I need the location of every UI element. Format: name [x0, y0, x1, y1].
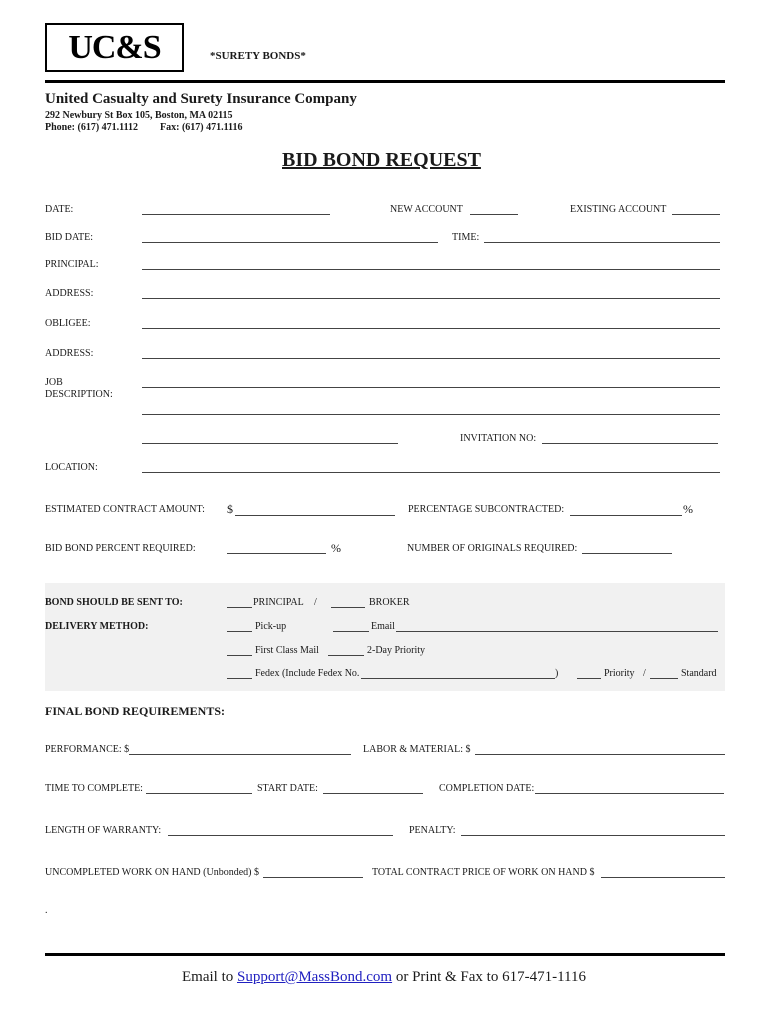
time-to-complete-label: TIME TO COMPLETE: [45, 783, 143, 794]
email-address-field[interactable] [396, 631, 718, 632]
company-phone: Phone: (617) 471.1112 [45, 122, 139, 133]
principal-option-field[interactable] [227, 607, 252, 608]
pickup-field[interactable] [227, 631, 252, 632]
page-title: BID BOND REQUEST [282, 149, 481, 171]
date-label: DATE: [45, 204, 74, 215]
performance-label: PERFORMANCE: $ [45, 744, 130, 755]
standard-field[interactable] [650, 678, 678, 679]
percent-sign-2: % [331, 541, 341, 555]
total-contract-price-field[interactable] [601, 877, 725, 878]
obligee-address-field[interactable] [142, 358, 720, 359]
performance-field[interactable] [129, 754, 351, 755]
completion-date-label: COMPLETION DATE: [439, 783, 535, 794]
percentage-subcontracted-label: PERCENTAGE SUBCONTRACTED: [408, 504, 565, 515]
completion-date-field[interactable] [535, 793, 724, 794]
job-description-label-2: DESCRIPTION: [45, 389, 113, 400]
percentage-subcontracted-field[interactable] [570, 515, 682, 516]
bond-sent-to-label: BOND SHOULD BE SENT TO: [45, 597, 183, 608]
number-of-originals-field[interactable] [582, 553, 672, 554]
penalty-field[interactable] [461, 835, 725, 836]
principal-label: PRINCIPAL: [45, 259, 99, 270]
time-label: TIME: [452, 232, 480, 243]
first-class-field[interactable] [227, 655, 252, 656]
priority-field[interactable] [577, 678, 601, 679]
company-name: United Casualty and Surety Insurance Company [45, 91, 357, 107]
priority-label: Priority [604, 668, 635, 679]
email-option-label: Email [371, 621, 395, 632]
logo-text: UC&S [68, 29, 161, 66]
uncompleted-work-label: UNCOMPLETED WORK ON HAND (Unbonded) $ [45, 867, 259, 878]
delivery-method-label: DELIVERY METHOD: [45, 621, 149, 632]
header-rule [45, 80, 725, 83]
principal-address-field[interactable] [142, 298, 720, 299]
two-day-field[interactable] [328, 655, 364, 656]
first-class-label: First Class Mail [255, 645, 319, 656]
percent-sign: % [683, 502, 693, 516]
company-fax: Fax: (617) 471.1116 [160, 122, 243, 133]
tagline: *SURETY BONDS* [210, 50, 306, 62]
fedex-close-paren: ) [555, 668, 559, 679]
bid-bond-percent-label: BID BOND PERCENT REQUIRED: [45, 543, 196, 554]
email-option-field[interactable] [333, 631, 369, 632]
location-label: LOCATION: [45, 462, 98, 473]
job-description-field-2[interactable] [142, 414, 720, 415]
footer-prefix: Email to [182, 969, 234, 985]
labor-material-label: LABOR & MATERIAL: $ [363, 744, 471, 755]
penalty-label: PENALTY: [409, 825, 456, 836]
bid-bond-percent-field[interactable] [227, 553, 326, 554]
fedex-number-field[interactable] [361, 678, 555, 679]
uncompleted-work-field[interactable] [263, 877, 363, 878]
bid-date-field[interactable] [142, 242, 438, 243]
time-field[interactable] [484, 242, 720, 243]
fedex-label: Fedex (Include Fedex No. [255, 668, 360, 679]
existing-account-label: EXISTING ACCOUNT [570, 204, 667, 215]
obligee-label: OBLIGEE: [45, 318, 91, 329]
length-of-warranty-label: LENGTH OF WARRANTY: [45, 825, 162, 836]
principal-option-label: PRINCIPAL [253, 597, 304, 608]
start-date-label: START DATE: [257, 783, 318, 794]
broker-option-label: BROKER [369, 597, 410, 608]
obligee-address-label: ADDRESS: [45, 348, 94, 359]
start-date-field[interactable] [323, 793, 423, 794]
new-account-field[interactable] [470, 214, 518, 215]
labor-material-field[interactable] [475, 754, 725, 755]
job-description-label-1: JOB [45, 377, 63, 388]
principal-field[interactable] [142, 269, 720, 270]
existing-account-field[interactable] [672, 214, 720, 215]
job-description-field-1[interactable] [142, 387, 720, 388]
date-field[interactable] [142, 214, 330, 215]
fedex-field[interactable] [227, 678, 252, 679]
trailing-dot: . [45, 905, 48, 916]
two-day-label: 2-Day Priority [367, 645, 426, 656]
time-to-complete-field[interactable] [146, 793, 252, 794]
estimated-contract-amount-label: ESTIMATED CONTRACT AMOUNT: [45, 504, 205, 515]
broker-option-field[interactable] [331, 607, 365, 608]
footer-note [182, 969, 586, 986]
number-of-originals-label: NUMBER OF ORIGINALS REQUIRED: [407, 543, 578, 554]
priority-slash: / [643, 668, 646, 679]
footer-suffix: or Print & Fax to 617-471-1116 [395, 969, 586, 985]
estimated-contract-amount-field[interactable] [235, 515, 395, 516]
final-requirements-heading: FINAL BOND REQUIREMENTS: [45, 704, 226, 718]
total-contract-price-label: TOTAL CONTRACT PRICE OF WORK ON HAND $ [372, 867, 595, 878]
invitation-no-field[interactable] [542, 443, 718, 444]
job-description-field-3[interactable] [142, 443, 398, 444]
company-address: 292 Newbury St Box 105, Boston, MA 02115 [45, 110, 233, 121]
pickup-label: Pick-up [255, 621, 287, 632]
footer-rule [45, 953, 725, 956]
length-of-warranty-field[interactable] [168, 835, 393, 836]
dollar-sign: $ [227, 502, 233, 516]
company-logo [45, 23, 184, 72]
invitation-no-label: INVITATION NO: [460, 433, 537, 444]
support-email-link[interactable]: Support@MassBond.com [237, 969, 393, 985]
location-field[interactable] [142, 472, 720, 473]
send-slash: / [314, 597, 317, 608]
principal-address-label: ADDRESS: [45, 288, 94, 299]
bid-date-label: BID DATE: [45, 232, 94, 243]
new-account-label: NEW ACCOUNT [390, 204, 463, 215]
obligee-field[interactable] [142, 328, 720, 329]
standard-label: Standard [681, 668, 717, 679]
